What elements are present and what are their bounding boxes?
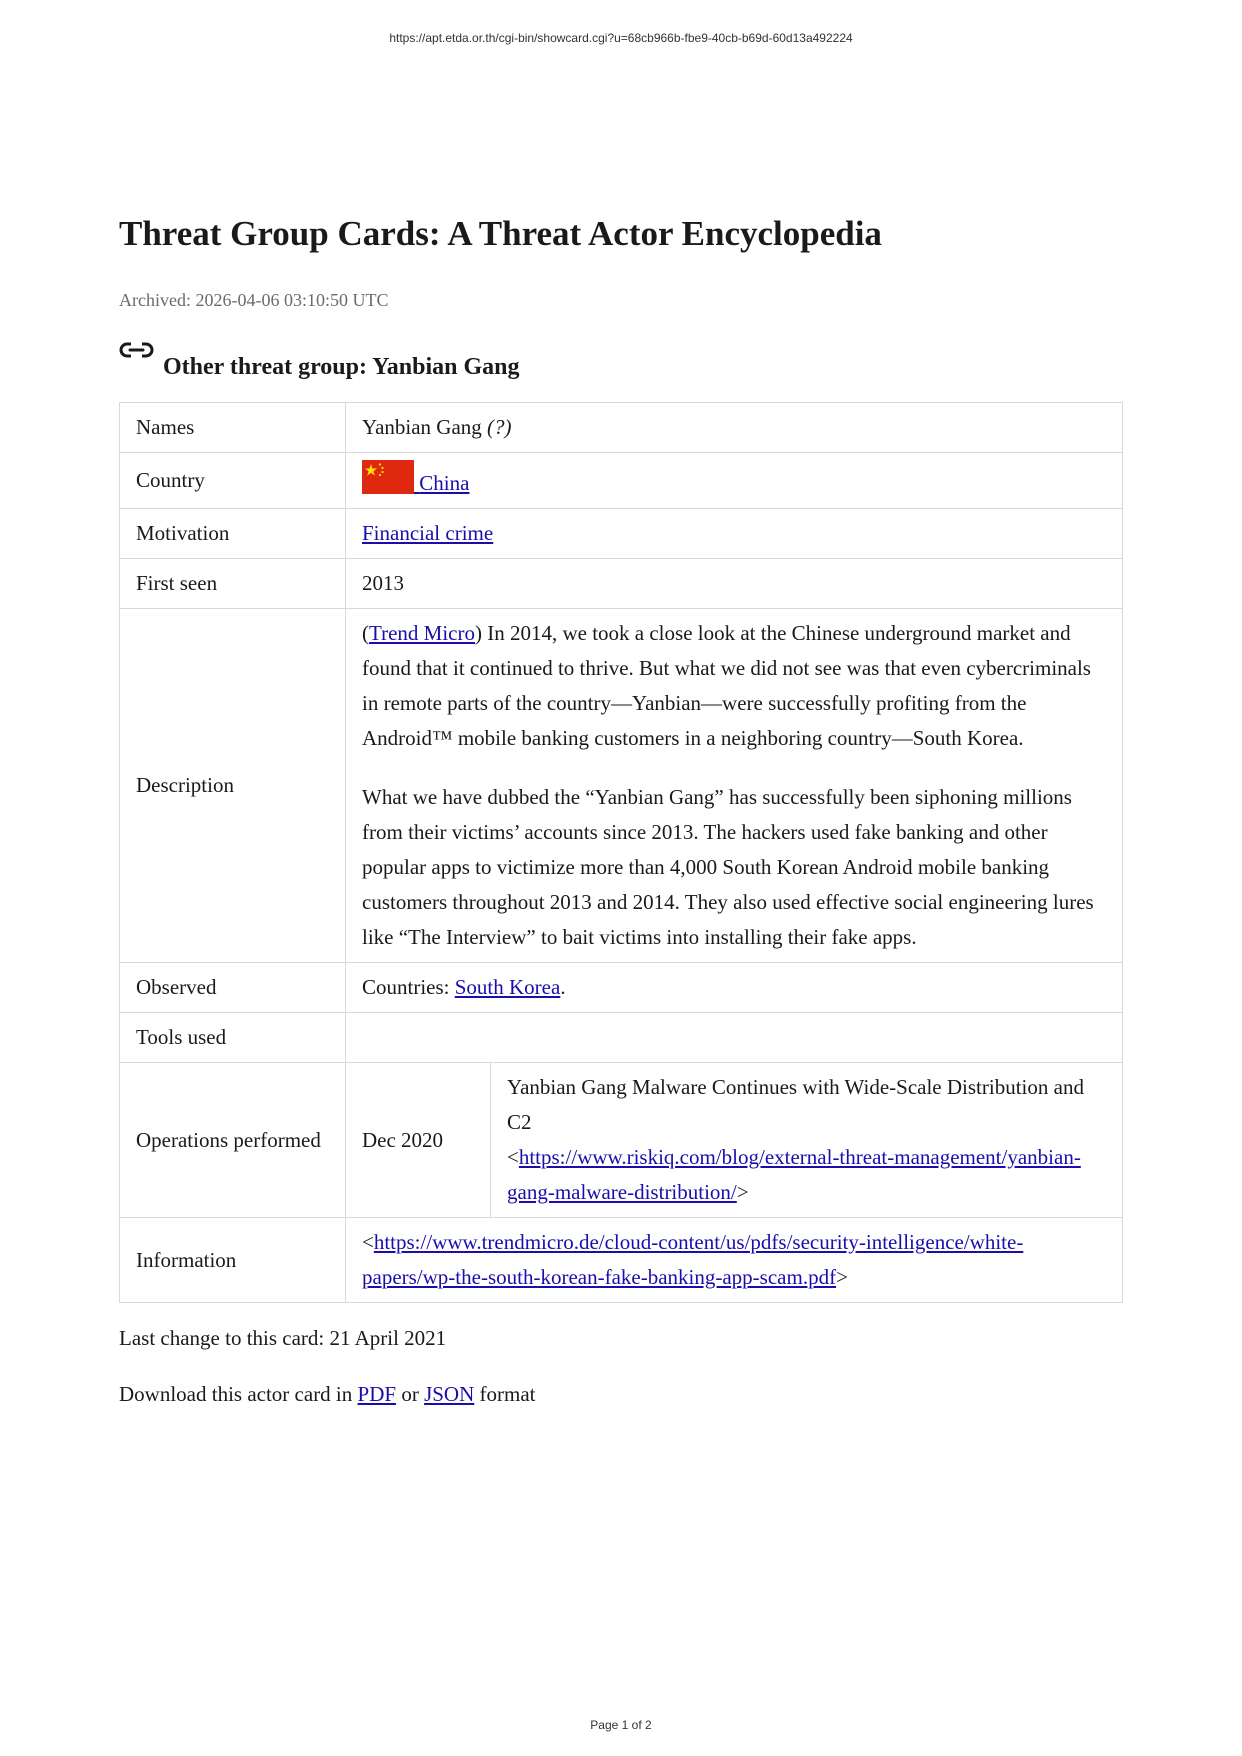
last-change: Last change to this card: 21 April 2021 — [119, 1326, 447, 1350]
information-gt: > — [836, 1265, 848, 1289]
archived-timestamp: Archived: 2026-04-06 03:10:50 UTC — [119, 290, 389, 310]
page-title: Threat Group Cards: A Threat Actor Encyclopedia — [119, 214, 882, 253]
description-row — [120, 609, 1123, 963]
names-text: Yanbian Gang — [362, 415, 482, 439]
observed-suffix: . — [560, 975, 566, 999]
information-value — [346, 1218, 1123, 1303]
observed-country-link[interactable]: South Korea — [454, 975, 561, 999]
names-qualifier: (?) — [487, 415, 512, 439]
paren-open: ( — [362, 621, 369, 645]
download-line — [119, 1379, 1123, 1409]
operation-lt: < — [507, 1145, 519, 1169]
country-link-text[interactable]: China — [419, 471, 470, 495]
tools-row — [120, 1013, 1123, 1063]
download-or: or — [396, 1382, 425, 1406]
description-paragraph-1 — [362, 616, 1106, 756]
country-label: Country — [120, 453, 346, 509]
observed-prefix: Countries: — [362, 975, 455, 999]
information-lt: < — [362, 1230, 374, 1254]
tools-label: Tools used — [120, 1013, 346, 1063]
country-link[interactable] — [362, 471, 469, 495]
first-seen-row — [120, 559, 1123, 609]
observed-value — [346, 963, 1123, 1013]
tools-value — [346, 1013, 1123, 1063]
names-label: Names — [120, 403, 346, 453]
description-p1-text: ) In 2014, we took a close look at the Chinese underground market and found that it continued to thrive. But what we did not see was that even cybercriminals in remote parts of the country—Yanbian—were successfully profiting from the Android™ mobile banking customers in a neighboring country—South Korea. — [362, 621, 1091, 750]
description-value — [346, 609, 1123, 963]
information-row — [120, 1218, 1123, 1303]
operation-details — [491, 1063, 1123, 1218]
first-seen-value: 2013 — [346, 559, 1123, 609]
page-number: Page 1 of 2 — [590, 1718, 652, 1732]
china-flag-icon — [362, 460, 414, 494]
operations-label: Operations performed — [120, 1063, 346, 1218]
motivation-row — [120, 509, 1123, 559]
names-row — [120, 403, 1123, 453]
operation-date: Dec 2020 — [346, 1063, 491, 1218]
download-prefix: Download this actor card in — [119, 1382, 358, 1406]
page-url-header: https://apt.etda.or.th/cgi-bin/showcard.cgi?u=68cb966b-fbe9-40cb-b69d-60d13a492224 — [389, 31, 853, 45]
observed-label: Observed — [120, 963, 346, 1013]
country-row — [120, 453, 1123, 509]
source-link[interactable]: Trend Micro — [369, 621, 475, 645]
operation-gt: > — [736, 1180, 749, 1204]
country-value — [346, 453, 1123, 509]
operation-text: Yanbian Gang Malware Continues with Wide-Scale Distribution and C2 — [507, 1075, 1084, 1134]
download-json-link[interactable]: JSON — [424, 1382, 475, 1406]
motivation-label: Motivation — [120, 509, 346, 559]
threat-card-table — [119, 402, 1123, 1303]
names-value — [346, 403, 1123, 453]
download-suffix: format — [474, 1382, 536, 1406]
description-label: Description — [120, 609, 346, 963]
motivation-link[interactable]: Financial crime — [362, 521, 494, 545]
information-label: Information — [120, 1218, 346, 1303]
observed-row — [120, 963, 1123, 1013]
motivation-value — [346, 509, 1123, 559]
main-content — [119, 210, 1123, 1409]
description-paragraph-2: What we have dubbed the “Yanbian Gang” has successfully been siphoning millions from their victims’ accounts since 2013. The hackers used fake banking and other popular apps to victimize more than 4,000 South Korean Android mobile banking customers throughout 2013 and 2014. They also used effective social engineering lures like “The Interview” to bait victims into installing their fake apps. — [362, 785, 1094, 949]
download-pdf-link[interactable]: PDF — [357, 1382, 397, 1406]
section-title: Other threat group: Yanbian Gang — [163, 354, 520, 380]
information-url-link[interactable]: https://www.trendmicro.de/cloud-content/us/pdfs/security-intelligence/white-papers/wp-the-south-korean-fake-banking-app-scam.pdf — [362, 1230, 1024, 1289]
first-seen-label: First seen — [120, 559, 346, 609]
operation-url-link[interactable]: https://www.riskiq.com/blog/external-threat-management/yanbian-gang-malware-distribution/ — [507, 1145, 1081, 1204]
link-icon — [119, 340, 155, 364]
section-header — [119, 340, 1123, 380]
operations-row — [120, 1063, 1123, 1218]
